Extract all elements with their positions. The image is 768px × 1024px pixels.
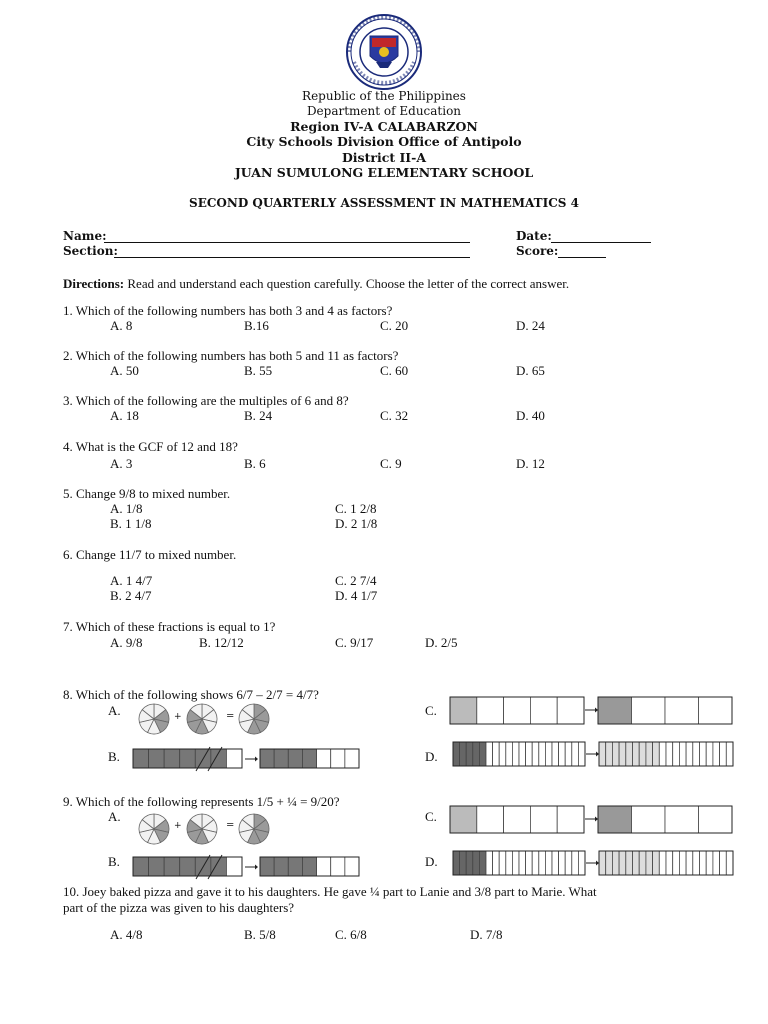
q9-c-bar-1-cell (530, 806, 557, 833)
q9-choice-d[interactable]: D. (425, 854, 438, 869)
q8-d-bar-1-cell (453, 742, 460, 766)
header-line-1: Republic of the Philippines (302, 89, 466, 103)
q8-c-bar-diagram (450, 697, 732, 724)
q3-choice-c[interactable]: C. 32 (380, 408, 409, 423)
q8-d-bar-1-cell (545, 742, 552, 766)
q8-d-bar-diagram (453, 742, 733, 766)
q8-b-bar-2-cell (260, 749, 274, 768)
q8-d-bar-2-cell (659, 742, 666, 766)
q4-choice-c[interactable]: C. 9 (380, 456, 402, 471)
q9-d-bar-2-cell (686, 851, 693, 875)
question-4: 4. What is the GCF of 12 and 18? (63, 439, 238, 454)
q8-b-bar-2-cell (274, 749, 288, 768)
q9-d-bar-2-cell (673, 851, 680, 875)
q9-d-bar-1-cell (559, 851, 566, 875)
question-6: 6. Change 11/7 to mixed number. (63, 547, 237, 562)
q7-choice-a[interactable]: A. 9/8 (110, 635, 143, 650)
q9-c-bar-1-cell (450, 806, 477, 833)
q9-b-bar-1-cell (133, 857, 149, 876)
q3-choice-b[interactable]: B. 24 (244, 408, 273, 423)
question-10: 10. Joey baked pizza and gave it to his daughters. He gave ¼ part to Lanie and 3/8 part to Marie. What (63, 884, 597, 899)
q8-d-bar-2-cell (639, 742, 646, 766)
q9-choice-c[interactable]: C. (425, 809, 437, 824)
q8-choice-d[interactable]: D. (425, 749, 438, 764)
q8-c-bar-1-cell (504, 697, 531, 724)
question-10-line-2: part of the pizza was given to his daughters? (63, 900, 295, 915)
q9-d-bar-1-cell (453, 851, 460, 875)
q8-b-bar-2-cell (331, 749, 345, 768)
q8-d-bar-1-cell (519, 742, 526, 766)
question-3: 3. Which of the following are the multiples of 6 and 8? (63, 393, 349, 408)
q1-choice-d[interactable]: D. 24 (516, 318, 545, 333)
q8-d-bar-1-cell (572, 742, 579, 766)
q9-d-bar-1-cell (552, 851, 559, 875)
q4-choice-b[interactable]: B. 6 (244, 456, 266, 471)
q8-a-equals-sign: = (226, 711, 235, 722)
q3-choice-d[interactable]: D. 40 (516, 408, 545, 423)
q9-b-bar-2-cell (302, 857, 316, 876)
q9-d-bar-2-cell (659, 851, 666, 875)
q9-c-bar-2-cell (665, 806, 699, 833)
q8-b-bar-1-cell (226, 749, 242, 768)
q9-d-bar-1-cell (499, 851, 506, 875)
q8-c-bar-2-cell (665, 697, 699, 724)
header-line-5: District II-A (341, 150, 427, 165)
q9-d-bar-1-cell (539, 851, 546, 875)
q8-d-bar-1-cell (539, 742, 546, 766)
q8-d-bar-2-cell (706, 742, 713, 766)
q6-choice-d[interactable]: D. 4 1/7 (335, 588, 378, 603)
q9-b-bar-1-cell (180, 857, 196, 876)
q8-d-bar-2-cell (599, 742, 606, 766)
q9-d-bar-1-cell (460, 851, 467, 875)
q9-d-bar-2-cell (726, 851, 733, 875)
q5-choice-d[interactable]: D. 2 1/8 (335, 516, 378, 531)
q8-d-bar-2-cell (626, 742, 633, 766)
q9-d-bar-2-cell (706, 851, 713, 875)
q10-choice-b[interactable]: B. 5/8 (244, 927, 276, 942)
q9-d-bar-1-cell (479, 851, 486, 875)
q9-d-bar-1-cell (473, 851, 480, 875)
q9-b-bar-2-cell (317, 857, 331, 876)
q9-d-bar-2-cell (679, 851, 686, 875)
q8-d-bar-1-cell (473, 742, 480, 766)
question-8: 8. Which of the following shows 6/7 – 2/7 = 4/7? (63, 687, 319, 702)
q10-choice-d[interactable]: D. 7/8 (470, 927, 503, 942)
q9-d-bar-2-cell (626, 851, 633, 875)
q3-choice-a[interactable]: A. 18 (110, 408, 139, 423)
q8-d-bar-2-cell (646, 742, 653, 766)
q8-d-bar-2-cell (686, 742, 693, 766)
q8-b-bar-2-cell (302, 749, 316, 768)
q1-choice-a[interactable]: A. 8 (110, 318, 133, 333)
q9-c-bar-2-cell (699, 806, 733, 833)
q9-c-bar-2-cell (598, 806, 632, 833)
q8-d-bar-1-cell (506, 742, 513, 766)
q9-b-bar-2-cell (260, 857, 274, 876)
q8-d-bar-1-cell (499, 742, 506, 766)
q9-d-bar-1-cell (545, 851, 552, 875)
assessment-title: SECOND QUARTERLY ASSESSMENT IN MATHEMATICS 4 (189, 196, 579, 210)
q6-choice-b[interactable]: B. 2 4/7 (110, 588, 152, 603)
q8-d-bar-2-cell (612, 742, 619, 766)
q9-d-bar-2-cell (633, 851, 640, 875)
q9-d-bar-2-cell (599, 851, 606, 875)
q9-d-bar-1-cell (565, 851, 572, 875)
directions-label: Directions: (63, 276, 125, 291)
q8-d-bar-2-cell (726, 742, 733, 766)
q8-a-plus-sign: + (174, 712, 182, 722)
q9-b-bar-1-cell (164, 857, 180, 876)
q9-d-bar-1-cell (493, 851, 500, 875)
question-5: 5. Change 9/8 to mixed number. (63, 486, 231, 501)
q2-choice-a[interactable]: A. 50 (110, 363, 139, 378)
q8-d-bar-2-cell (666, 742, 673, 766)
q8-d-bar-2-cell (653, 742, 660, 766)
q8-choice-b[interactable]: B. (108, 749, 120, 764)
q8-b-bar-1-cell (133, 749, 149, 768)
q9-d-bar-2-cell (693, 851, 700, 875)
q9-c-bar-1-cell (504, 806, 531, 833)
q9-d-bar-2-cell (619, 851, 626, 875)
q8-d-bar-2-cell (720, 742, 727, 766)
q9-d-bar-1-cell (572, 851, 579, 875)
q8-d-bar-1-cell (532, 742, 539, 766)
q8-choice-c[interactable]: C. (425, 703, 437, 718)
q8-d-bar-2-cell (700, 742, 707, 766)
q8-b-arrow-head (255, 757, 258, 762)
q9-d-bar-1-cell (466, 851, 473, 875)
q8-b-bar-2-cell (345, 749, 359, 768)
q8-b-bar-2-cell (288, 749, 302, 768)
header-line-2: Department of Education (306, 104, 462, 118)
q8-d-bar-1-cell (552, 742, 559, 766)
q8-d-bar-1-cell (466, 742, 473, 766)
q9-choice-a[interactable]: A. (108, 809, 121, 824)
q8-d-bar-1-cell (460, 742, 467, 766)
q8-d-bar-1-cell (479, 742, 486, 766)
q9-d-bar-1-cell (578, 851, 585, 875)
q8-c-bar-1-cell (557, 697, 584, 724)
score-label: Score: (516, 244, 559, 258)
question-2: 2. Which of the following numbers has both 5 and 11 as factors? (63, 348, 399, 363)
q9-d-bar-2-cell (639, 851, 646, 875)
q9-b-arrow-head (255, 865, 258, 870)
q8-d-bar-1-cell (493, 742, 500, 766)
q7-choice-b[interactable]: B. 12/12 (199, 635, 244, 650)
q9-d-bar-2-cell (612, 851, 619, 875)
q9-c-bar-diagram (450, 806, 732, 833)
q9-a-pie-diagram (139, 814, 269, 844)
q8-d-bar-1-cell (565, 742, 572, 766)
q8-b-bar-1-cell (149, 749, 165, 768)
q9-b-bar-2-cell (345, 857, 359, 876)
q9-c-bar-2-cell (632, 806, 666, 833)
question-9: 9. Which of the following represents 1/5 + ¼ = 9/20? (63, 794, 340, 809)
q8-d-bar-2-cell (673, 742, 680, 766)
q9-d-bar-2-cell (653, 851, 660, 875)
q7-choice-c[interactable]: C. 9/17 (335, 635, 374, 650)
q9-d-bar-1-cell (526, 851, 533, 875)
directions-text: Read and understand each question carefully. Choose the letter of the correct answer. (127, 276, 570, 291)
q9-d-bar-2-cell (720, 851, 727, 875)
q8-d-bar-2-cell (606, 742, 613, 766)
q8-b-bar-1-cell (180, 749, 196, 768)
q9-d-bar-diagram (453, 851, 733, 875)
q10-choice-c[interactable]: C. 6/8 (335, 927, 367, 942)
q8-d-bar-2-cell (679, 742, 686, 766)
q9-d-bar-2-cell (713, 851, 720, 875)
q9-d-bar-2-cell (700, 851, 707, 875)
q9-a-equals-sign: = (226, 820, 235, 831)
q9-b-bar-1-cell (226, 857, 242, 876)
q9-d-bar-1-cell (486, 851, 493, 875)
q8-d-bar-2-cell (713, 742, 720, 766)
q4-choice-a[interactable]: A. 3 (110, 456, 133, 471)
q8-a-pie-diagram (139, 704, 269, 734)
q8-d-bar-1-cell (512, 742, 519, 766)
q8-d-bar-1-cell (559, 742, 566, 766)
q8-c-bar-2-cell (699, 697, 733, 724)
q9-d-bar-1-cell (512, 851, 519, 875)
q8-c-bar-2-cell (598, 697, 632, 724)
header-line-4: City Schools Division Office of Antipolo (246, 134, 522, 149)
q9-a-plus-sign: + (174, 821, 182, 831)
q4-choice-d[interactable]: D. 12 (516, 456, 545, 471)
q6-choice-c[interactable]: C. 2 7/4 (335, 573, 377, 588)
q8-d-bar-2-cell (619, 742, 626, 766)
q9-d-bar-2-cell (606, 851, 613, 875)
q9-d-bar-1-cell (532, 851, 539, 875)
q9-choice-b[interactable]: B. (108, 854, 120, 869)
q2-choice-d[interactable]: D. 65 (516, 363, 545, 378)
q9-b-bar-1-cell (149, 857, 165, 876)
date-label: Date: (516, 229, 552, 243)
q8-d-bar-2-cell (633, 742, 640, 766)
q9-b-bar-diagram (133, 855, 359, 879)
q8-c-bar-1-cell (477, 697, 504, 724)
q9-b-bar-2-cell (288, 857, 302, 876)
q8-d-bar-1-cell (526, 742, 533, 766)
q1-choice-c[interactable]: C. 20 (380, 318, 409, 333)
q7-choice-d[interactable]: D. 2/5 (425, 635, 458, 650)
section-label: Section: (63, 244, 118, 258)
q9-d-bar-1-cell (519, 851, 526, 875)
q8-b-bar-2-cell (317, 749, 331, 768)
q9-d-bar-1-cell (506, 851, 513, 875)
q8-b-bar-diagram (133, 747, 359, 771)
q8-choice-a[interactable]: A. (108, 703, 121, 718)
q9-d-bar-2-cell (646, 851, 653, 875)
q10-choice-a[interactable]: A. 4/8 (110, 927, 143, 942)
q9-c-bar-1-cell (557, 806, 584, 833)
q8-d-bar-1-cell (578, 742, 585, 766)
q2-choice-c[interactable]: C. 60 (380, 363, 409, 378)
school-name: JUAN SUMULONG ELEMENTARY SCHOOL (234, 165, 534, 180)
header-line-3: Region IV-A CALABARZON (290, 119, 478, 134)
q8-c-bar-2-cell (632, 697, 666, 724)
q8-c-bar-1-cell (530, 697, 557, 724)
q2-choice-b[interactable]: B. 55 (244, 363, 273, 378)
question-7: 7. Which of these fractions is equal to 1? (63, 619, 276, 634)
q9-c-bar-1-cell (477, 806, 504, 833)
q5-choice-c[interactable]: C. 1 2/8 (335, 501, 377, 516)
q8-c-bar-1-cell (450, 697, 477, 724)
q8-b-bar-1-cell (164, 749, 180, 768)
q8-d-bar-1-cell (486, 742, 493, 766)
q8-d-bar-2-cell (693, 742, 700, 766)
q9-d-bar-2-cell (666, 851, 673, 875)
q6-choice-a[interactable]: A. 1 4/7 (110, 573, 153, 588)
q9-b-bar-2-cell (274, 857, 288, 876)
q9-b-bar-2-cell (331, 857, 345, 876)
q1-choice-b[interactable]: B.16 (244, 318, 269, 333)
q5-choice-b[interactable]: B. 1 1/8 (110, 516, 152, 531)
name-label: Name: (63, 229, 107, 243)
question-1: 1. Which of the following numbers has both 3 and 4 as factors? (63, 303, 393, 318)
q5-choice-a[interactable]: A. 1/8 (110, 501, 143, 516)
